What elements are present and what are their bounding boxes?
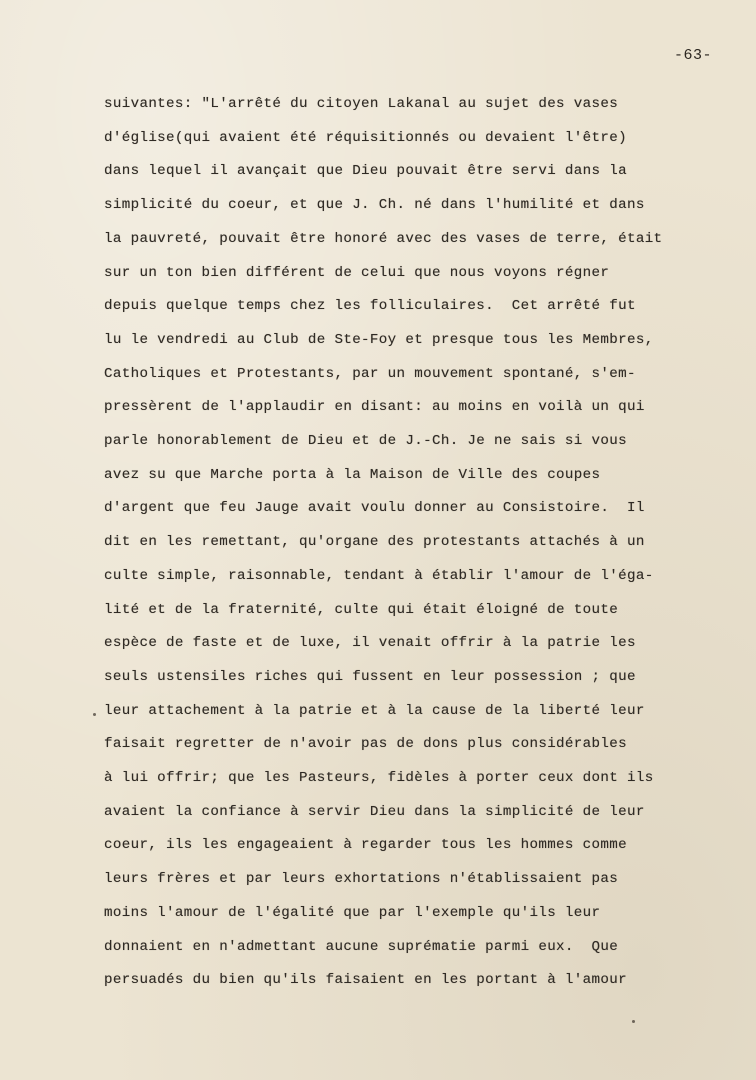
text-line: persuadés du bien qu'ils faisaient en les portant à l'amour — [104, 972, 627, 989]
text-line: lité et de la fraternité, culte qui était éloigné de toute — [104, 601, 619, 618]
text-line: coeur, ils les engageaient à regarder tous les hommes comme — [104, 837, 627, 854]
text-line: avez su que Marche porta à la Maison de Ville des coupes — [104, 466, 601, 483]
text-line: d'église(qui avaient été réquisitionnés ou devaient l'être) — [104, 129, 627, 146]
text-line: la pauvreté, pouvait être honoré avec des vases de terre, était — [104, 230, 663, 247]
text-line: simplicité du coeur, et que J. Ch. né dans l'humilité et dans — [104, 197, 645, 214]
text-line: espèce de faste et de luxe, il venait offrir à la patrie les — [104, 635, 636, 652]
text-line: avaient la confiance à servir Dieu dans la simplicité de leur — [104, 803, 645, 820]
text-line: à lui offrir; que les Pasteurs, fidèles à porter ceux dont ils — [104, 770, 654, 786]
ink-dot — [632, 1020, 635, 1023]
text-line: depuis quelque temps chez les folliculaires. Cet arrêté fut — [104, 298, 636, 315]
text-line: leurs frères et par leurs exhortations n'établissaient pas — [104, 871, 619, 888]
text-line: Catholiques et Protestants, par un mouvement spontané, s'em- — [104, 365, 636, 382]
text-line: moins l'amour de l'égalité que par l'exemple qu'ils leur — [104, 904, 601, 921]
text-line: faisait regretter de n'avoir pas de dons plus considérables — [104, 736, 627, 753]
text-line: culte simple, raisonnable, tendant à établir l'amour de l'éga- — [104, 567, 654, 584]
text-line: dans lequel il avançait que Dieu pouvait être servi dans la — [104, 163, 627, 180]
text-line: dit en les remettant, qu'organe des protestants attachés à un — [104, 534, 645, 551]
text-line: d'argent que feu Jauge avait voulu donner au Consistoire. Il — [104, 500, 645, 517]
text-line: leur attachement à la patrie et à la cause de la liberté leur — [104, 702, 645, 719]
text-line: seuls ustensiles riches qui fussent en leur possession ; que — [104, 668, 636, 685]
text-line: donnaient en n'admettant aucune suprématie parmi eux. Que — [104, 938, 619, 955]
ink-dot — [93, 713, 96, 716]
text-line: lu le vendredi au Club de Ste-Foy et presque tous les Membres, — [104, 331, 654, 348]
text-line: suivantes: "L'arrêté du citoyen Lakanal au sujet des vases — [104, 96, 619, 112]
page-number: -63- — [673, 47, 712, 64]
text-line: sur un ton bien différent de celui que nous voyons régner — [104, 264, 610, 281]
text-line: parle honorablement de Dieu et de J.-Ch. Je ne sais si vous — [104, 433, 627, 449]
text-line: pressèrent de l'applaudir en disant: au moins en voilà un qui — [104, 399, 645, 416]
